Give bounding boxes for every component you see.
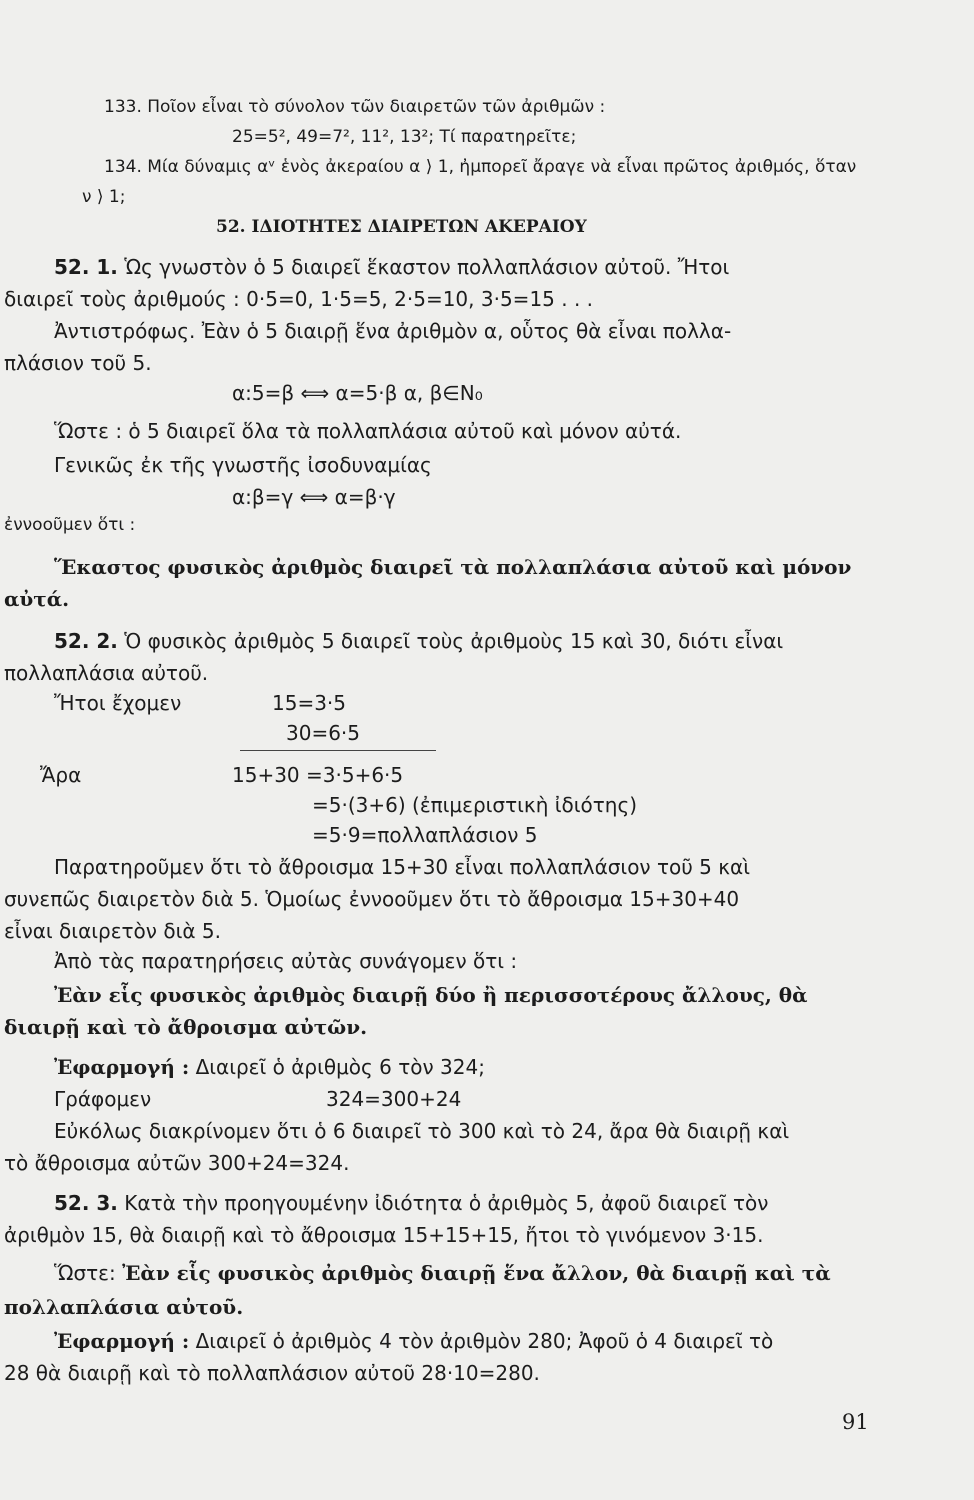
subsection-text: Ὁ φυσικὸς ἀριθμὸς 5 διαιρεῖ τοὺς ἀριθμοὺς 15 καὶ 30, διότι εἶναι [124, 629, 784, 653]
equation-30: 30=6·5 [286, 721, 361, 745]
subsection-52-1-line-4: πλάσιον τοῦ 5. [4, 351, 152, 375]
rule-statement-1-line-2: αὐτά. [4, 587, 70, 611]
application-1 [54, 1056, 485, 1078]
sum-rule-line [240, 750, 436, 751]
formula-equivalence-1: α:5=β ⟺ α=5·β α, β∈N₀ [232, 381, 483, 405]
application-text: Διαιρεῖ ὁ ἀριθμὸς 4 τὸν ἀριθμὸν 280; Ἀφοῦ ὁ 4 διαιρεῖ τὸ [195, 1329, 774, 1353]
subsection-52-2-line-3: Παρατηροῦμεν ὅτι τὸ ἄθροισμα 15+30 εἶναι πολλαπλάσιον τοῦ 5 καὶ [54, 855, 750, 879]
subsection-number: 52. 1. [54, 255, 118, 279]
subsection-52-1-line-7: ἐννοοῦμεν ὅτι : [4, 515, 136, 535]
subsection-52-2-line-6: Ἀπὸ τὰς παρατηρήσεις αὐτὰς συνάγομεν ὅτι : [54, 949, 518, 973]
subsection-52-1-line-5: Ὥστε : ὁ 5 διαιρεῖ ὅλα τὰ πολλαπλάσια αὐτοῦ καὶ μόνον αὐτά. [54, 419, 682, 443]
rule-statement-1-line-1: Ἕκαστος φυσικὸς ἀριθμὸς διαιρεῖ τὰ πολλαπλάσια αὐτοῦ καὶ μόνον [54, 555, 852, 579]
subsection-text: Κατὰ τὴν προηγουμένην ἰδιότητα ὁ ἀριθμὸς 5, ἀφοῦ διαιρεῖ τὸν [124, 1191, 769, 1215]
rule-statement-2-line-1: Ἐὰν εἷς φυσικὸς ἀριθμὸς διαιρῇ δύο ἢ περισσοτέρους ἄλλους, θὰ [54, 983, 808, 1007]
so-that-label: Ὥστε: [54, 1261, 116, 1285]
formula-equivalence-2: α:β=γ ⟺ α=β·γ [232, 485, 396, 509]
rule-statement-3-line-2: πολλαπλάσια αὐτοῦ. [4, 1295, 244, 1319]
equation-sum-3: =5·9=πολλαπλάσιον 5 [312, 823, 538, 847]
subsection-number: 52. 3. [54, 1191, 118, 1215]
section-heading: 52. ΙΔΙΟΤΗΤΕΣ ΔΙΑΙΡΕΤΩΝ ΑΚΕΡΑΙΟΥ [216, 217, 587, 237]
exercise-133-line-1: 133. Ποῖον εἶναι τὸ σύνολον τῶν διαιρετῶν τῶν ἀριθμῶν : [104, 97, 606, 117]
equation-sum-1: 15+30 =3·5+6·5 [232, 763, 404, 787]
application-text: Διαιρεῖ ὁ ἀριθμὸς 6 τὸν 324; [195, 1055, 485, 1079]
equation-sum-2: =5·(3+6) (ἐπιμεριστικὴ ἰδιότης) [312, 793, 637, 817]
equation-15: 15=3·5 [272, 691, 347, 715]
page-number: 91 [842, 1410, 869, 1434]
subsection-52-3-line-3: 28 θὰ διαιρῇ καὶ τὸ πολλαπλάσιον αὐτοῦ 28·10=280. [4, 1361, 540, 1385]
exercise-134-line-1: 134. Μία δύναμις αᵛ ἑνὸς ἀκεραίου α ⟩ 1, ἠμπορεῖ ἄραγε νὰ εἶναι πρῶτος ἀριθμός, ὅταν [104, 157, 857, 177]
we-write-label: Γράφομεν [54, 1087, 152, 1111]
subsection-number: 52. 2. [54, 629, 118, 653]
subsection-52-3-line-2: ἀριθμὸν 15, θὰ διαιρῇ καὶ τὸ ἄθροισμα 15+15+15, ἤτοι τὸ γινόμενον 3·15. [4, 1223, 764, 1247]
subsection-52-2-line-7: Εὐκόλως διακρίνομεν ὅτι ὁ 6 διαιρεῖ τὸ 300 καὶ τὸ 24, ἄρα θὰ διαιρῇ καὶ [54, 1119, 790, 1143]
subsection-52-1-line-6: Γενικῶς ἐκ τῆς γνωστῆς ἰσοδυναμίας [54, 453, 432, 477]
subsection-52-1-line-2: διαιρεῖ τοὺς ἀριθμούς : 0·5=0, 1·5=5, 2·5=10, 3·5=15 . . . [4, 287, 594, 311]
application-label: Ἐφαρμογή : [54, 1329, 190, 1353]
application-2 [54, 1330, 773, 1352]
exercise-133-line-2: 25=5², 49=7², 11², 13²; Τί παρατηρεῖτε; [232, 127, 577, 147]
rule-statement-3-line-1 [54, 1262, 831, 1284]
subsection-52-2-line-5: εἶναι διαιρετὸν διὰ 5. [4, 919, 221, 943]
indeed-we-have-label: Ἤτοι ἔχομεν [54, 691, 182, 715]
rule-statement-2-line-2: διαιρῇ καὶ τὸ ἄθροισμα αὐτῶν. [4, 1015, 368, 1039]
equation-324: 324=300+24 [326, 1087, 462, 1111]
subsection-52-2-line-2: πολλαπλάσια αὐτοῦ. [4, 661, 209, 685]
subsection-52-2-line-1 [54, 630, 783, 652]
subsection-52-1-line-3: Ἀντιστρόφως. Ἐὰν ὁ 5 διαιρῇ ἕνα ἀριθμὸν α, οὗτος θὰ εἶναι πολλα- [54, 319, 732, 343]
subsection-52-3-line-1 [54, 1192, 768, 1214]
subsection-text: Ὡς γνωστὸν ὁ 5 διαιρεῖ ἕκαστον πολλαπλάσιον αὐτοῦ. Ἤτοι [124, 255, 730, 279]
therefore-label: Ἄρα [40, 763, 82, 787]
exercise-134-line-2: ν ⟩ 1; [82, 187, 126, 207]
subsection-52-1-line-1 [54, 256, 729, 278]
subsection-52-2-line-4: συνεπῶς διαιρετὸν διὰ 5. Ὁμοίως ἐννοοῦμεν ὅτι τὸ ἄθροισμα 15+30+40 [4, 887, 740, 911]
application-label: Ἐφαρμογή : [54, 1055, 190, 1079]
subsection-52-2-line-8: τὸ ἄθροισμα αὐτῶν 300+24=324. [4, 1151, 350, 1175]
rule-statement-3-text: Ἐὰν εἷς φυσικὸς ἀριθμὸς διαιρῇ ἕνα ἄλλον, θὰ διαιρῇ καὶ τὰ [122, 1261, 831, 1285]
